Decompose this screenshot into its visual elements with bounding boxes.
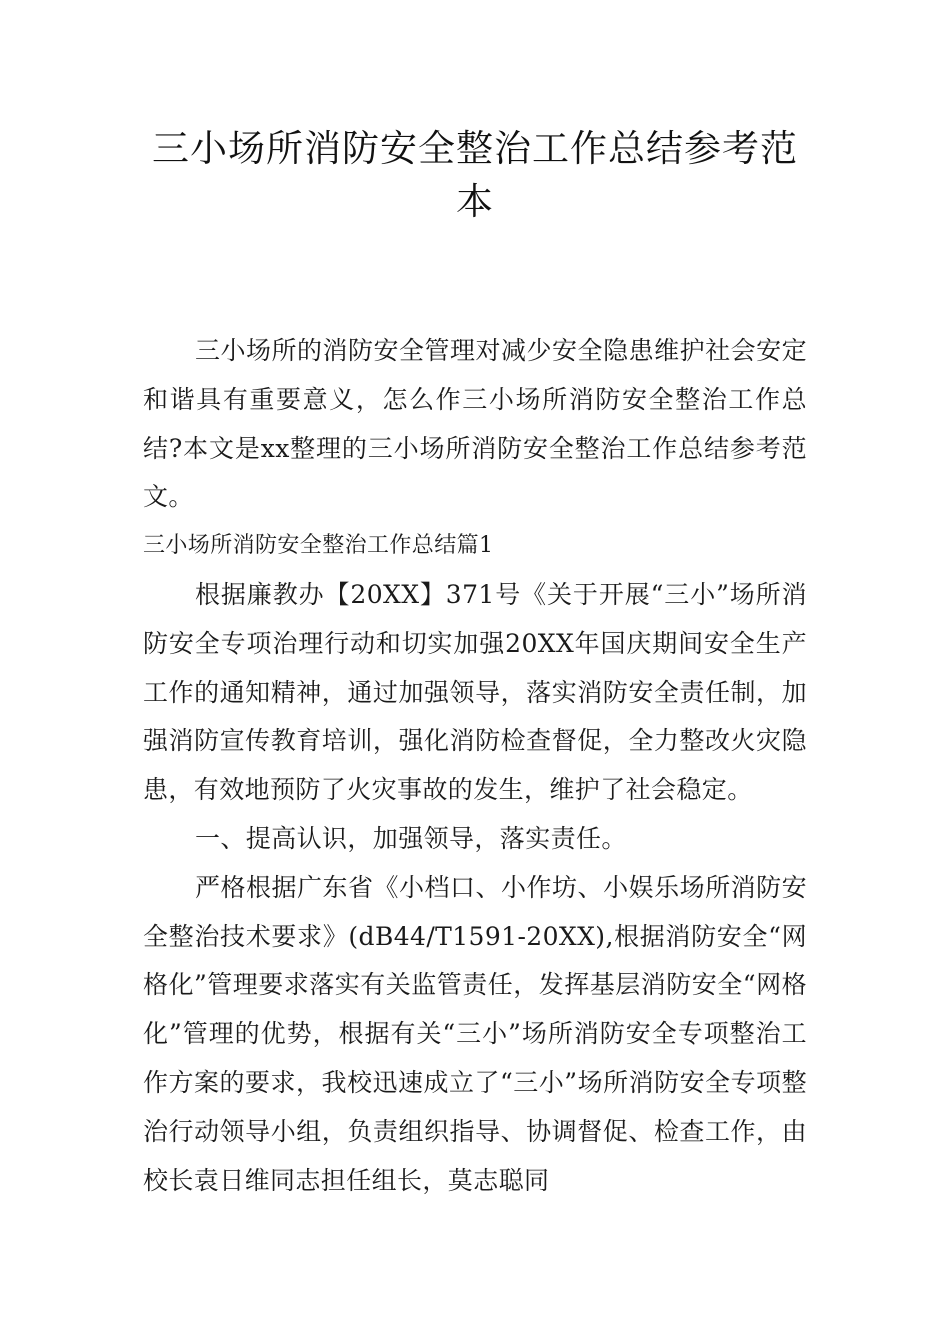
document-body: [143, 327, 807, 1205]
section-heading: 三小场所消防安全整治工作总结篇1: [143, 533, 494, 559]
intro-paragraph: 三小场所的消防安全管理对减少安全隐患维护社会安定和谐具有重要意义，怎么作三小场所消防安全整治工作总结?本文是xx整理的三小场所消防安全整治工作总结参考范文。: [143, 336, 807, 512]
document-title: 三小场所消防安全整治工作总结参考范本: [152, 127, 798, 223]
body-paragraph: 严格根据广东省《小档口、小作坊、小娱乐场所消防安全整治技术要求》(dB44/T1591-20XX),根据消防安全“网格化”管理要求落实有关监管责任，发挥基层消防安全“网格化”管理的优势，根据有关“三小”场所消防安全专项整治工作方案的要求，我校迅速成立了“三小”场所消防安全专项整治行动领导小组，负责组织指导、协调督促、检查工作，由校长袁日维同志担任组长，莫志聪同: [143, 872, 807, 1195]
subsection-heading: 一、提高认识，加强领导，落实责任。: [195, 823, 627, 853]
body-paragraph: 根据廉教办【20XX】371号《关于开展“三小”场所消防安全专项治理行动和切实加强20XX年国庆期间安全生产工作的通知精神，通过加强领导，落实消防安全责任制，加强消防宣传教育培训，强化消防检查督促，全力整改火灾隐患，有效地预防了火灾事故的发生，维护了社会稳定。: [143, 579, 807, 805]
